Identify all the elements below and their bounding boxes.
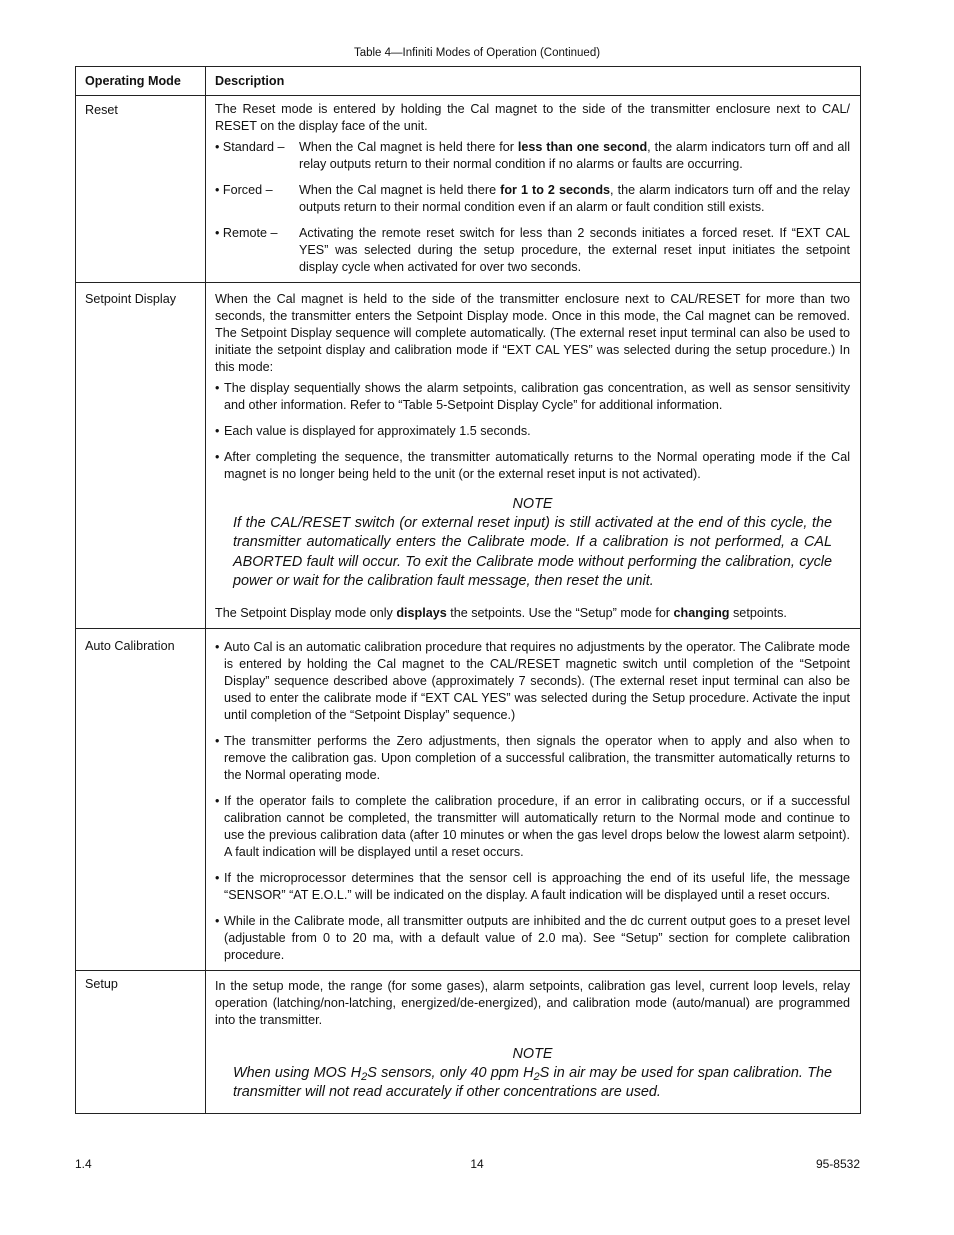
autocal-bullet: • If the microprocessor determines that the sensor cell is approaching the end of its useful life, the message “SENSOR” “AT E.O.L.” will be indicated on the display. A fault indication will be displayed until a reset occurs.	[215, 871, 850, 903]
setpoint-bullet: • The display sequentially shows the alarm setpoints, calibration gas concentration, as well as sensor sensitivity and other information. Refer to “Table 5-Setpoint Display Cycle” for additional information.	[215, 381, 850, 412]
table-caption: Table 4—Infiniti Modes of Operation (Continued)	[353, 47, 601, 59]
term-forced: • Forced –	[215, 183, 273, 197]
page-number: 14	[470, 1157, 484, 1171]
mode-setpoint-display: Setpoint Display	[76, 283, 206, 629]
setup-note	[233, 1045, 832, 1103]
setpoint-closing: The Setpoint Display mode only displays the setpoints. Use the “Setup” mode for changing setpoints.	[215, 606, 787, 621]
table-row-setup	[76, 971, 861, 1114]
reset-item-remote	[215, 225, 850, 276]
def-remote: Activating the remote reset switch for less than 2 seconds initiates a forced reset. If “EXT CAL YES” was selected during the setup procedure, the external reset input initiates the setpoint display cycle when activated for over two seconds.	[299, 226, 850, 274]
description-reset	[206, 96, 861, 283]
setpoint-bullet: • Each value is displayed for approximately 1.5 seconds.	[215, 424, 531, 438]
footer-left: 1.4	[75, 1157, 92, 1171]
bullet-dot: •	[215, 734, 220, 749]
bullet-dot: •	[215, 450, 220, 464]
reset-item-forced	[215, 182, 850, 216]
autocal-bullet: • If the operator fails to complete the calibration procedure, if an error in calibrating occurs, or if a successful calibration cannot be completed, the transmitter will automatically return to the Normal mode and continue to use the previous calibration data (after 10 minutes or when the gas level drops below the lowest alarm setpoint). A fault indication will be displayed until a reset occurs.	[215, 794, 850, 860]
header-description: Description	[206, 67, 861, 96]
setpoint-intro: When the Cal magnet is held to the side of the transmitter enclosure next to CAL/RESET for more than two seconds, the transmitter enters the Setpoint Display mode. Once in this mode, the Cal magnet can be removed. The Setpoint Display sequence will complete automatically. (The external reset input terminal can also be used to initiate the setpoint display and calibration mode if “EXT CAL YES” was selected during the setup procedure.) In this mode:	[215, 292, 850, 374]
reset-intro: The Reset mode is entered by holding the Cal magnet to the side of the transmitter enclosure next to CAL/ RESET on the display face of the unit.	[215, 102, 850, 133]
note-text: When using MOS $H_2S$ sensors, only 40 ppm $H_2S$ in air may be used for span calibration. The transmitter will not read accurately if other concentrations are used.	[233, 1065, 832, 1101]
reset-item-standard	[215, 139, 850, 173]
term-remote: • Remote –	[215, 226, 278, 240]
modes-table	[75, 66, 861, 1114]
document-number: 95-8532	[815, 1157, 860, 1171]
def-forced: When the Cal magnet is held there for 1 to 2 seconds, the alarm indicators turn off and the relay outputs return to their normal condition even if an alarm or fault condition still exists.	[299, 183, 850, 214]
mode-reset: Reset	[76, 96, 206, 283]
bullet-dot: •	[215, 871, 220, 886]
mode-setup: Setup	[76, 971, 206, 1114]
setpoint-bullet: • After completing the sequence, the transmitter automatically returns to the Normal operating mode if the Cal magnet is no longer being held to the unit (or the external reset input is not activated).	[215, 450, 850, 481]
note-title: NOTE	[512, 496, 553, 512]
table-row-auto-calibration	[76, 629, 861, 971]
autocal-bullet: • While in the Calibrate mode, all transmitter outputs are inhibited and the dc current output goes to a preset level (adjustable from 0 to 20 ma, with a default value of 2.0 ma). See “Setup” section for complete calibration procedure.	[215, 914, 850, 963]
autocal-bullet: • Auto Cal is an automatic calibration procedure that requires no adjustments by the operator. The Calibrate mode is entered by holding the Cal magnet to the CAL/RESET magnetic switch until completion of the “Setpoint Display” sequence described above (approximately 7 seconds). (The external reset input terminal can also be used to enter the calibrate mode if “EXT CAL YES” was selected during the Setup procedure. Activate the input until completion of the “Setpoint Display” sequence.)	[215, 640, 850, 723]
note-text: If the CAL/RESET switch (or external reset input) is still activated at the end of this cycle, the transmitter automatically enters the Calibrate mode. If a calibration is not performed, a CAL ABORTED fault will occur. To exit the Calibrate mode without performing the calibration, cycle power or wait for the calibration fault message, then reset the unit.	[233, 515, 832, 589]
mode-auto-calibration: Auto Calibration	[76, 629, 206, 971]
setpoint-note	[233, 495, 832, 591]
description-auto-calibration	[206, 629, 861, 971]
term-standard: • Standard –	[215, 140, 285, 154]
description-setup	[206, 971, 861, 1114]
bullet-dot: •	[215, 914, 220, 929]
table-row-reset	[76, 96, 861, 283]
bullet-dot: •	[215, 640, 220, 655]
table-row-setpoint-display	[76, 283, 861, 629]
note-title: NOTE	[512, 1046, 553, 1063]
table-header-row	[76, 67, 861, 96]
setup-intro: In the setup mode, the range (for some gases), alarm setpoints, calibration gas level, current loop levels, relay operation (latching/non-latching, energized/de-energized), and calibration mode (auto/manual) are programmed into the transmitter.	[215, 979, 850, 1028]
bullet-dot: •	[215, 424, 220, 438]
bullet-dot: •	[215, 794, 220, 809]
description-setpoint-display	[206, 283, 861, 629]
bullet-dot: •	[215, 381, 220, 395]
autocal-bullet: • The transmitter performs the Zero adjustments, then signals the operator when to apply and also when to remove the calibration gas. Upon completion of a successful calibration, the transmitter automatically returns to the Normal operating mode.	[215, 734, 850, 783]
header-operating-mode: Operating Mode	[76, 67, 206, 96]
def-standard: When the Cal magnet is held there for less than one second, the alarm indicators turn off and all relay outputs return to their normal condition if no alarms or faults are occurring.	[299, 140, 850, 171]
